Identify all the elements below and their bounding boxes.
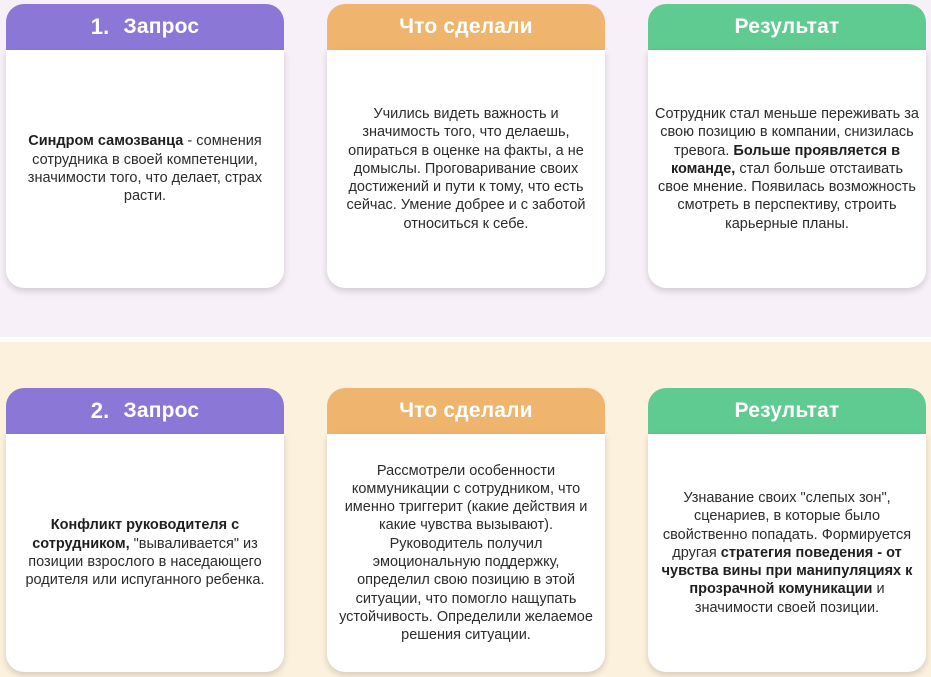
case1-done-text: Учились видеть важность и значимость того, что делаешь, опираться в оценке на факты, а не домыслы. Проговаривание своих достижений и пути к тому, что есть сейчас. Умение добрее и с заботой относиться к себе.	[346, 105, 586, 232]
case1-request-title: Запрос	[123, 15, 200, 38]
case2-request-desc: "вываливается" из позиции взрослого в наседающего родителя или испуганного ребенка.	[25, 535, 265, 589]
case1-request-text	[20, 132, 270, 205]
case2-result-card	[648, 388, 926, 672]
case2-result-title: Результат	[734, 399, 840, 422]
case2-number: 2.	[90, 398, 110, 423]
case1-done-body	[327, 50, 605, 288]
case1-result-card	[648, 4, 926, 288]
case2-result-bold: стратегия поведения - от чувства вины при манипуляциях к прозрачной комуникации	[661, 544, 913, 598]
case2-request-text	[14, 516, 276, 589]
case2-request-bold: Конфликт руководителя с сотрудником,	[32, 517, 240, 552]
case1-result-body	[648, 50, 926, 288]
case2-result-header	[648, 388, 926, 434]
case1-result-header	[648, 4, 926, 50]
case1-number: 1.	[90, 14, 110, 39]
case1-result-title: Результат	[734, 15, 840, 38]
case2-result-body	[648, 434, 926, 672]
case1-request-desc: - сомнения сотрудника в своей компетенции, значимости того, что делает, страх расти.	[27, 133, 263, 205]
case2-request-header	[6, 388, 284, 434]
case2-request-body	[6, 434, 284, 672]
case1-result-text1: Сотрудник стал меньше переживать за свою позицию в компании, снизилась тревога.	[655, 105, 919, 159]
case1-request-card	[6, 4, 284, 288]
case1-done-title: Что сделали	[399, 15, 533, 38]
case1-result-text	[654, 105, 920, 233]
case2-request-title: Запрос	[123, 399, 200, 422]
case2-result-text	[660, 489, 914, 617]
case2-done-card	[327, 388, 605, 672]
case1-done-header	[327, 4, 605, 50]
case2-result-text1: Узнавание своих "слепых зон", сценариев, в которые было свойственно попадать. Формируется другая	[662, 489, 912, 561]
case1-done-card	[327, 4, 605, 288]
case2-done-header	[327, 388, 605, 434]
case1-result-bold: Больше проявляется в команде,	[670, 142, 901, 177]
case2-done-title: Что сделали	[399, 399, 533, 422]
case2-done-body	[327, 434, 605, 672]
case1-request-bold: Синдром самозванца	[28, 133, 184, 150]
case2-done-text: Рассмотрели особенности коммуникации с сотрудником, что именно триггерит (какие действия и какие чувства вызывают). Руководитель получил эмоциональную поддержку, определил свою позицию в этой ситуации, что помогло нащупать устойчивость. Определили желаемое решения ситуации.	[339, 462, 593, 644]
case2-result-text2: и значимости своей позиции.	[694, 581, 885, 616]
case1-result-text2: стал больше отстаивать свое мнение. Появилась возможность смотреть в перспективу, строить карьерные планы.	[658, 160, 916, 232]
case2-request-card	[6, 388, 284, 672]
case1-request-body	[6, 50, 284, 288]
case1-request-header	[6, 4, 284, 50]
